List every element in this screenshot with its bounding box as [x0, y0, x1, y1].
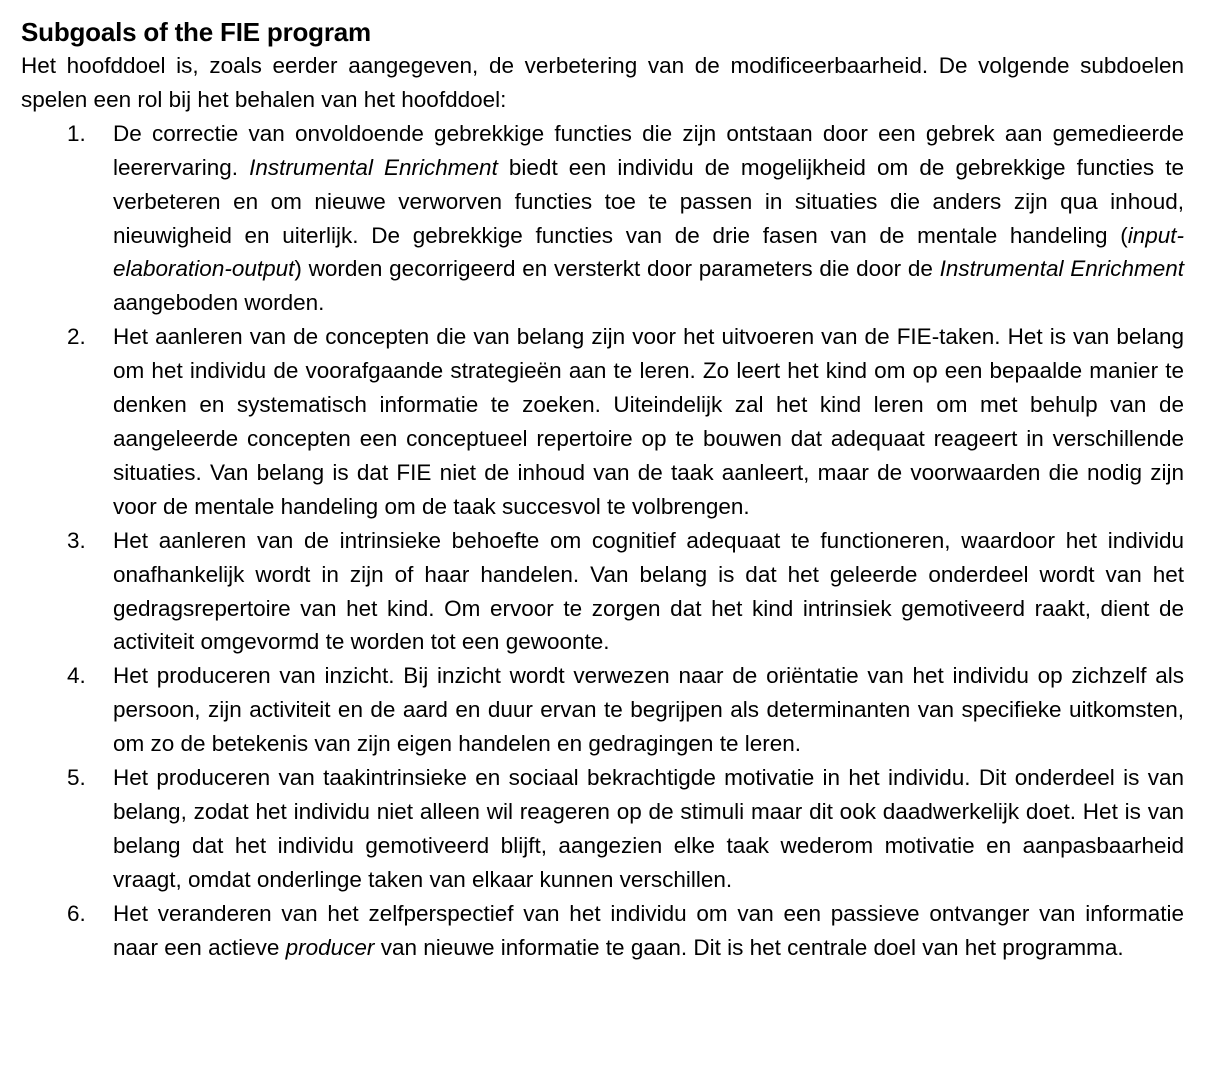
subgoal-text: van nieuwe informatie te gaan. Dit is het centrale doel van het programma. — [374, 934, 1124, 960]
subgoal-number: 3. — [67, 527, 86, 553]
subgoal-text: ) worden gecorrigeerd en versterkt door parameters die door de — [294, 256, 940, 282]
subgoal-item-1 — [21, 117, 1184, 320]
intro-paragraph: Het hoofddoel is, zoals eerder aangegeven, de verbetering van de modificeerbaarheid. De volgende subdoelen spelen een rol bij het behalen van het hoofddoel: — [21, 53, 1184, 112]
subgoal-text: aangeboden worden. — [113, 290, 325, 316]
subgoal-text: biedt een individu de mogelijkheid om de gebrekkige functies te verbeteren en om nieuwe verworven functies toe te passen in situaties die anders zijn qua inhoud, nieuwigheid en uiterlijk. De gebrekkige functies van de drie fasen van de mentale handeling ( — [113, 154, 1184, 248]
subgoal-text: Het aanleren van de concepten die van belang zijn voor het uitvoeren van de FIE-taken. Het is van belang om het individu de voorafgaande strategieën aan te leren. Zo leert het kind om op een bepaalde manier te denken en systematisch informatie te zoeken. Uiteindelijk zal het kind leren om met behulp van de aangeleerde concepten een conceptueel repertoire op te bouwen dat adequaat reageert in verschillende situaties. Van belang is dat FIE niet de inhoud van de taak aanleert, maar de voorwaarden die nodig zijn voor de mentale handeling om de taak succesvol te volbrengen. — [113, 324, 1184, 519]
subgoal-item-4 — [21, 659, 1184, 761]
emphasis-text: Instrumental Enrichment — [939, 256, 1185, 282]
subgoal-text: Het produceren van inzicht. Bij inzicht wordt verwezen naar de oriëntatie van het individu op zichzelf als persoon, zijn activiteit en de aard en duur ervan te begrijpen als determinanten van specifieke uitkomsten, om zo de betekenis van zijn eigen handelen en gedragingen te leren. — [113, 663, 1184, 757]
subgoal-number: 2. — [67, 324, 86, 350]
subgoal-item-3 — [21, 524, 1184, 660]
subgoal-text: Het aanleren van de intrinsieke behoefte om cognitief adequaat te functioneren, waardoor het individu onafhankelijk wordt in zijn of haar handelen. Van belang is dat het geleerde onderdeel wordt van het gedragsrepertoire van het kind. Om ervoor te zorgen dat het kind intrinsiek gemotiveerd raakt, dient de activiteit omgevormd te worden tot een gewoonte. — [113, 527, 1184, 655]
subgoal-number: 5. — [67, 765, 86, 791]
subgoal-item-2 — [21, 320, 1184, 523]
emphasis-text: input-elaboration-output — [113, 222, 1184, 282]
subgoal-text: Het veranderen van het zelfperspectief van het individu om van een passieve ontvanger van informatie naar een actieve — [113, 900, 1184, 960]
subgoal-text: Het produceren van taakintrinsieke en sociaal bekrachtigde motivatie in het individu. Dit onderdeel is van belang, zodat het individu niet alleen wil reageren op de stimuli maar dit ook daadwerkelijk doet. Het is van belang dat het individu gemotiveerd blijft, aangezien elke taak wederom motivatie en aanpasbaarheid vraagt, omdat onderlinge taken van elkaar kunnen verschillen. — [113, 765, 1184, 892]
section-heading: Subgoals of the FIE program — [21, 17, 371, 47]
emphasis-text: Instrumental Enrichment — [249, 154, 498, 180]
subgoal-list — [21, 117, 1184, 965]
subgoal-number: 1. — [67, 120, 86, 146]
subgoal-text: De correctie van onvoldoende gebrekkige functies die zijn ontstaan door een gebrek aan gemedieerde leerervaring. — [113, 120, 1184, 180]
emphasis-text: producer — [285, 934, 375, 960]
subgoal-item-5 — [21, 761, 1184, 897]
subgoal-number: 6. — [67, 900, 86, 926]
subgoal-number: 4. — [67, 663, 86, 689]
document-page — [21, 15, 1184, 964]
subgoal-item-6 — [21, 897, 1184, 965]
